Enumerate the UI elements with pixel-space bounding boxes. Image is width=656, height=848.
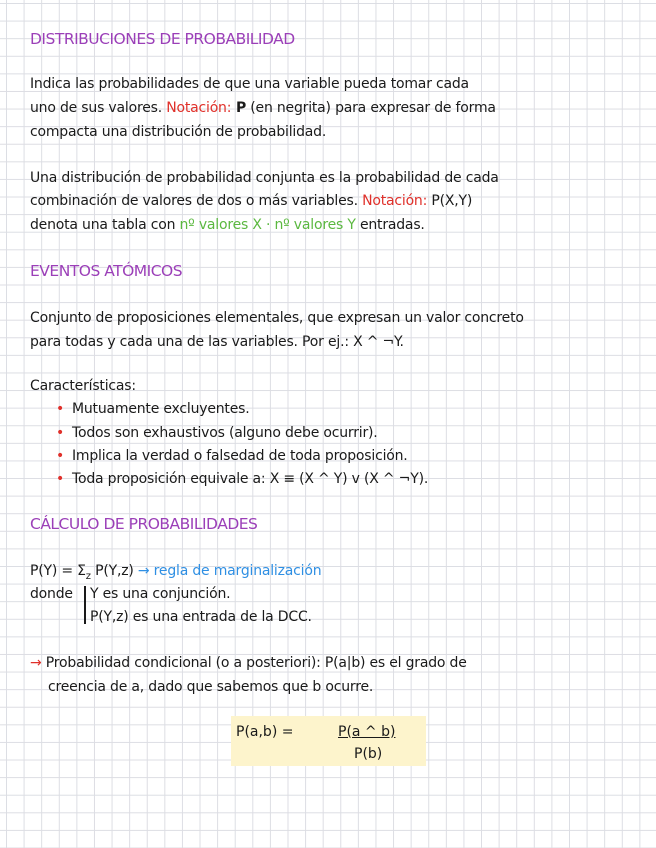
caracteristicas-label: Características: — [30, 378, 136, 394]
section-title-calculo: CÁLCULO DE PROBABILIDADES — [30, 515, 258, 533]
formula-part: P(Y) = Σ — [30, 563, 86, 579]
arrow-icon: → — [30, 655, 42, 671]
bold-p: P — [231, 100, 247, 116]
paragraph-line: Una distribución de probabilidad conjunta es la probabilidad de cada — [30, 170, 499, 186]
paragraph-line: compacta una distribución de probabilidad. — [30, 124, 327, 140]
bullet-dot: • — [56, 471, 65, 487]
donde-item: P(Y,z) es una entrada de la DCC. — [90, 609, 312, 625]
marginalization-formula — [30, 562, 321, 586]
text: P(X,Y) — [427, 193, 473, 209]
text: entradas. — [355, 217, 425, 233]
brace-divider — [84, 586, 86, 624]
donde-label: donde — [30, 586, 73, 602]
conditional-line — [30, 654, 467, 672]
conditional-line: creencia de a, dado que sabemos que b ocurre. — [48, 679, 374, 695]
formula-denominator: P(b) — [354, 746, 383, 762]
text: Probabilidad condicional (o a posteriori): P(a|b) es el grado de — [41, 655, 467, 671]
list-item: Toda proposición equivale a: X ≡ (X ^ Y) v (X ^ ¬Y). — [72, 471, 429, 487]
notation-label: Notación: — [362, 193, 428, 209]
formula-part: P(Y,z) — [90, 563, 134, 579]
text: denota una tabla con — [30, 217, 180, 233]
text: uno de sus valores. — [30, 100, 167, 116]
paragraph-line — [30, 99, 496, 117]
section-title-eventos: EVENTOS ATÓMICOS — [30, 262, 183, 280]
list-item: Implica la verdad o falsedad de toda proposición. — [72, 448, 408, 464]
donde-item: Y es una conjunción. — [90, 586, 231, 602]
text: (en negrita) para expresar de forma — [246, 100, 496, 116]
formula-subscript: z — [85, 570, 91, 582]
paragraph-line: para todas y cada una de las variables. Por ej.: X ^ ¬Y. — [30, 334, 404, 350]
formula-numerator: P(a ^ b) — [338, 724, 396, 740]
paragraph-line — [30, 192, 472, 210]
green-text: nº valores X · nº valores Y — [179, 217, 356, 233]
list-item: Mutuamente excluyentes. — [72, 401, 250, 417]
bullet-dot: • — [56, 448, 65, 464]
paragraph-line: Indica las probabilidades de que una variable pueda tomar cada — [30, 76, 469, 92]
formula-lhs: P(a,b) = — [236, 724, 294, 740]
bullet-dot: • — [56, 401, 65, 417]
bullet-dot: • — [56, 425, 65, 441]
marginalization-rule: → regla de marginalización — [133, 563, 322, 579]
paragraph-line: Conjunto de proposiciones elementales, que expresan un valor concreto — [30, 310, 524, 326]
paragraph-line — [30, 216, 425, 234]
notation-label: Notación: — [166, 100, 232, 116]
section-title-distribuciones: DISTRIBUCIONES DE PROBABILIDAD — [30, 30, 295, 48]
list-item: Todos son exhaustivos (alguno debe ocurrir). — [72, 425, 378, 441]
text: combinación de valores de dos o más variables. — [30, 193, 363, 209]
